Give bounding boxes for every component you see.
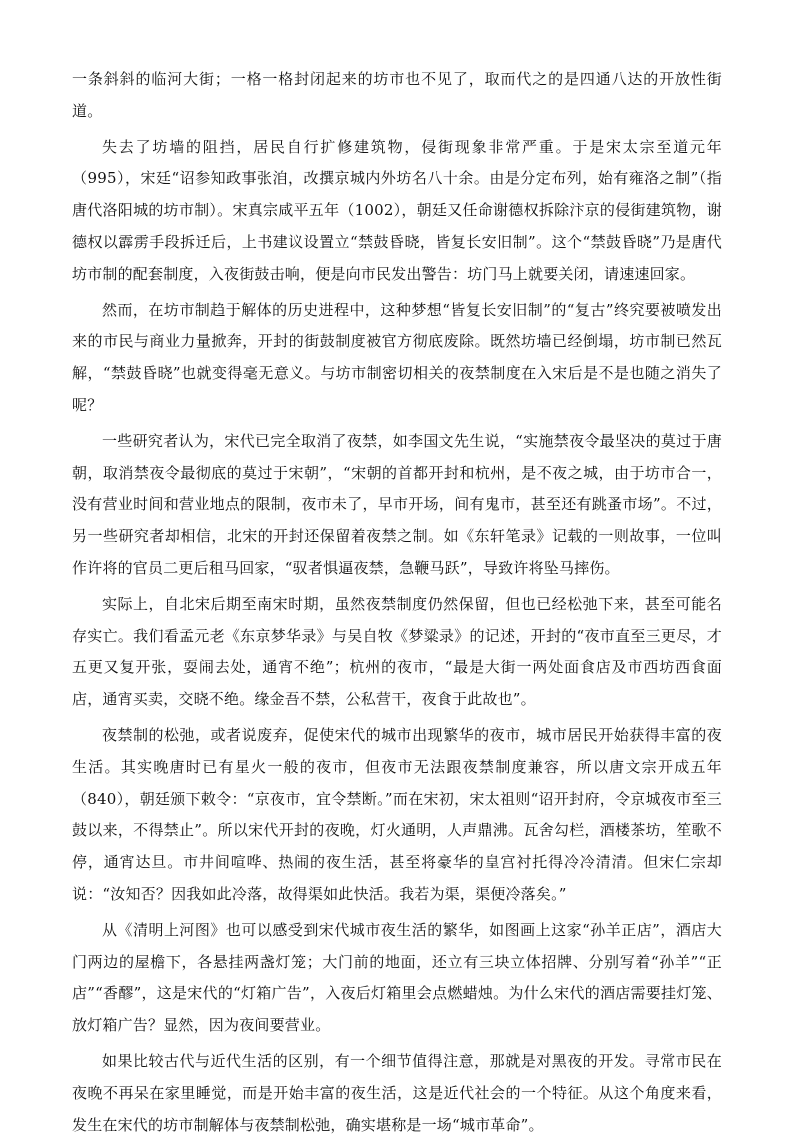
paragraph-7: 从《清明上河图》也可以感受到宋代城市夜生活的繁华，如图画上这家“孙羊正店”，酒店大门两边的屋檐下，各悬挂两盏灯笼；大门前的地面，还立有三块立体招牌、分别写着“孙羊”“正店”“香醪”，这是宋代的“灯箱广告”，入夜后灯箱里会点燃蜡烛。为什么宋代的酒店需要挂灯笼、放灯箱广告？显然，因为夜间要营业。 xyxy=(72,920,722,1035)
document-page xyxy=(72,64,722,1145)
paragraph-6: 夜禁制的松弛，或者说废弃，促使宋代的城市出现繁华的夜市，城市居民开始获得丰富的夜生活。其实晚唐时已有星火一般的夜市，但夜市无法跟夜禁制度兼容，所以唐文宗开成五年（840），朝廷颁下敕令：“京夜市，宜令禁断。”而在宋初，宋太祖则“诏开封府，令京城夜市至三鼓以来，不得禁止”。所以宋代开封的夜晚，灯火通明，人声鼎沸。瓦舍勾栏，酒楼茶坊，笙歌不停，通宵达旦。市井间喧哗、热闹的夜生活，甚至将豪华的皇宫衬托得冷冷清清。但宋仁宗却说：“汝知否？因我如此冷落，故得渠如此快活。我若为渠，渠便冷落矣。” xyxy=(72,725,722,903)
paragraph-2: 失去了坊墙的阻挡，居民自行扩修建筑物，侵街现象非常严重。于是宋太宗至道元年（995），宋廷“诏参知政事张洎，改撰京城内外坊名八十余。由是分定布列，始有雍洛之制”（指唐代洛阳城的坊市制）。宋真宗咸平五年（1002），朝廷又任命谢德权拆除汴京的侵街建筑物，谢德权以霹雳手段拆迁后，上书建议设置立“禁鼓昏晓，皆复长安旧制”。这个“禁鼓昏晓”乃是唐代坊市制的配套制度，入夜街鼓击响，便是向市民发出警告：坊门马上就要关闭，请速速回家。 xyxy=(72,137,722,283)
paragraph-4: 一些研究者认为，宋代已完全取消了夜禁，如李国文先生说，“实施禁夜令最坚决的莫过于唐朝，取消禁夜令最彻底的莫过于宋朝”，“宋朝的首都开封和杭州，是不夜之城，由于坊市合一，没有营业时间和营业地点的限制，夜市未了，早市开场，间有鬼市，甚至还有跳蚤市场”。不过，另一些研究者却相信，北宋的开封还保留着夜禁之制。如《东轩笔录》记载的一则故事，一位叫作许将的官员二更后租马回家，“驭者惧逼夜禁，急鞭马跃”，导致许将坠马摔伤。 xyxy=(72,431,722,577)
paragraph-3: 然而，在坊市制趋于解体的历史进程中，这种梦想“皆复长安旧制”的“复古”终究要被喷发出来的市民与商业力量掀奔，开封的街鼓制度被官方彻底废除。既然坊墙已经倒塌，坊市制已然瓦解，“禁鼓昏晓”也就变得毫无意义。与坊市制密切相关的夜禁制度在入宋后是不是也随之消失了呢？ xyxy=(72,300,722,414)
paragraph-1: 一条斜斜的临河大街；一格一格封闭起来的坊市也不见了，取而代之的是四通八达的开放性街道。 xyxy=(72,70,722,120)
paragraph-5: 实际上，自北宋后期至南宋时期，虽然夜禁制度仍然保留，但也已经松弛下来，甚至可能名存实亡。我们看孟元老《东京梦华录》与吴自牧《梦粱录》的记述，开封的“夜市直至三更尽，才五更又复开张，耍闹去处，通宵不绝”；杭州的夜市，“最是大街一两处面食店及市西坊西食面店，通宵买卖，交晓不绝。缘金吾不禁，公私营干，夜食于此故也”。 xyxy=(72,594,722,709)
paragraph-8: 如果比较古代与近代生活的区别，有一个细节值得注意，那就是对黑夜的开发。寻常市民在夜晚不再呆在家里睡觉，而是开始丰富的夜生活，这是近代社会的一个特征。从这个角度来看，发生在宋代的坊市制解体与夜禁制松弛，确实堪称是一场“城市革命”。 xyxy=(72,1051,722,1134)
